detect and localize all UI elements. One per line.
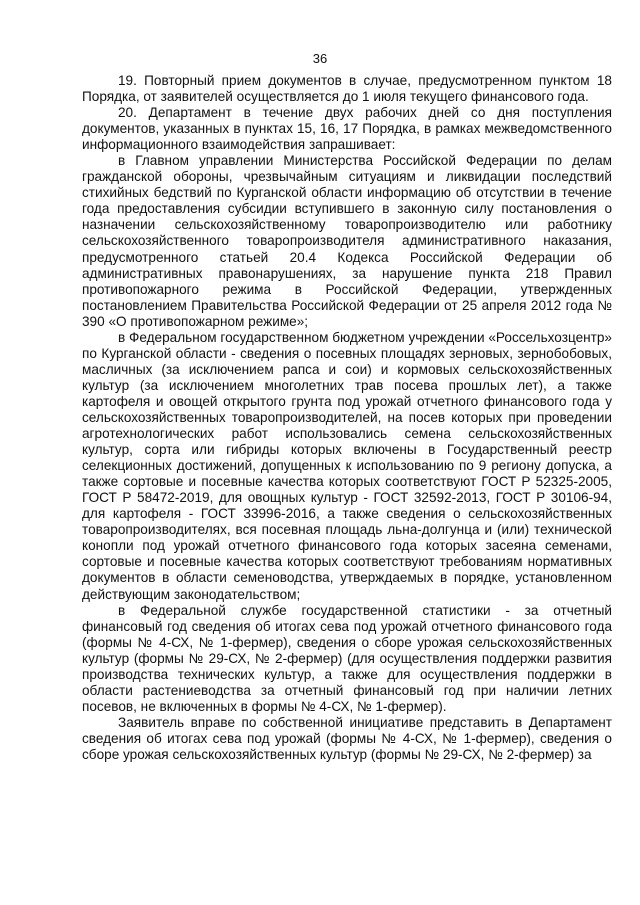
paragraph-20-department-request: 20. Департамент в течение двух рабочих дней со дня поступления документов, указанных в пунктах 15, 16, 17 Порядка, в рамках межведомственного информационного взаимодействия запрашивает: <box>82 105 612 153</box>
paragraph-applicant-right: Заявитель вправе по собственной инициативе представить в Департамент сведения об итогах сева под урожай (формы № 4-СХ, № 1-фермер), сведения о сборе урожая сельскохозяйственных культур (формы № 29-СХ, № 2-фермер) за <box>82 714 612 762</box>
page-number: 36 <box>312 51 328 66</box>
paragraph-emergency-ministry: в Главном управлении Министерства Российской Федерации по делам гражданской обороны, чрезвычайным ситуациям и ликвидации последствий стихийных бедствий по Курганской области информацию об отсутствии в течение года предоставления субсидии вступившего в законную силу постановления о назначении сельскохозяйственному товаропроизводителю или работнику сельскохозяйственного товаропроизводителя административного наказания, предусмотренного статьей 20.4 Кодекса Российской Федерации об административных правонарушениях, за нарушение пункта 218 Правил противопожарного режима в Российской Федерации, утвержденных постановлением Правительства Российской Федерации от 25 апреля 2012 года № 390 «О противопожарном режиме»; <box>82 153 612 329</box>
paragraph-state-statistics: в Федеральной службе государственной статистики - за отчетный финансовый год сведения об итогах сева под урожай отчетного финансового года (формы № 4-СХ, № 1-фермер), сведения о сборе урожая сельскохозяйственных культур (формы № 29-СХ, № 2-фермер) (для осуществления поддержки развития производства технических культур, а также для осуществления поддержки в области растениеводства за отчетный финансовый год при наличии летних посевов, не включенных в формы № 4-СХ, № 1-фермер). <box>82 602 612 714</box>
document-body <box>82 73 612 763</box>
paragraph-rosselkhoztsentr: в Федеральном государственном бюджетном учреждении «Россельхозцентр» по Курганской области - сведения о посевных площадях зерновых, зернобобовых, масличных (за исключением рапса и сои) и кормовых сельскохозяйственных культур (за исключением многолетних трав посева прошлых лет), а также картофеля и овощей открытого грунта под урожай отчетного финансового года у сельскохозяйственных товаропроизводителей, на посев которых при проведении агротехнологических работ использовались семена сельскохозяйственных культур, сорта или гибриды которых включены в Государственный реестр селекционных достижений, допущенных к использованию по 9 региону допуска, а также сортовые и посевные качества которых соответствуют ГОСТ Р 52325-2005, ГОСТ Р 58472-2019, для овощных культур - ГОСТ 32592-2013, ГОСТ Р 30106-94, для картофеля - ГОСТ 33996-2016, а также сведения о сельскохозяйственных товаропроизводителях, вся посевная площадь льна-долгунца и (или) технической конопли под урожай отчетного финансового года которых засеяна семенами, сортовые и посевные качества которых соответствуют требованиям нормативных документов в области семеноводства, утверждаемых в порядке, установленном действующим законодательством; <box>82 329 612 602</box>
paragraph-19-repeat-submission: 19. Повторный прием документов в случае, предусмотренном пунктом 18 Порядка, от заявителей осуществляется до 1 июля текущего финансового года. <box>82 73 612 105</box>
